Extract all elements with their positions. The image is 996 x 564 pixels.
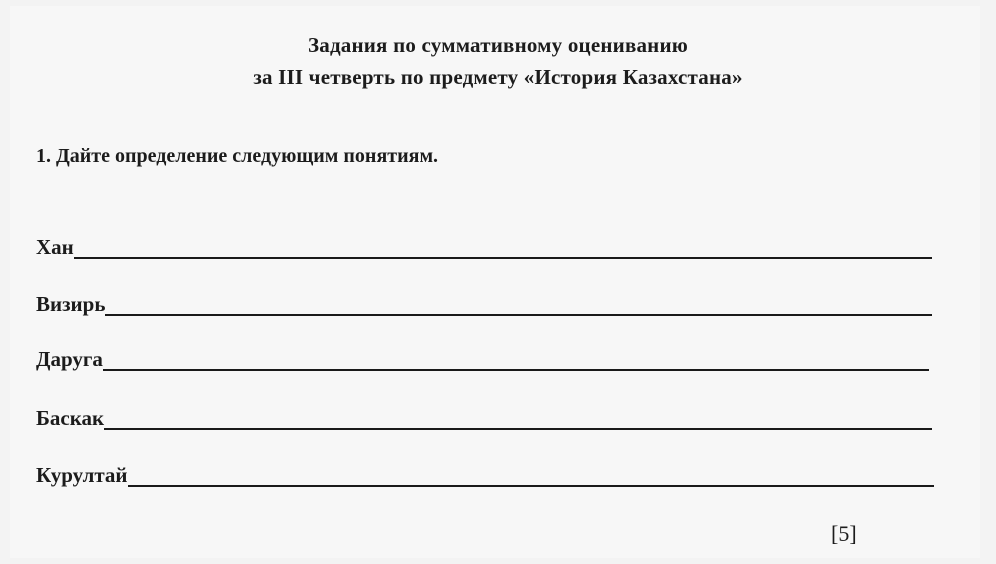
answer-line-vizir [105,314,932,316]
page-title-line-1: Задания по суммативному оцениванию [307,33,689,57]
score-marker: [5] [831,521,857,546]
term-label-baskak: Баскак [36,406,105,430]
term-row-vizir [36,287,932,317]
page-title-line-2: за III четверть по предмету «История Казахстана» [253,65,743,89]
answer-line-daruga [103,369,929,371]
answer-line-baskak [104,428,932,430]
term-label-khan: Хан [36,235,74,259]
term-label-daruga: Даруга [36,347,103,371]
task-question: 1. Дайте определение следующим понятиям. [36,145,439,167]
term-row-kurultai [36,458,934,488]
term-row-baskak [36,401,932,431]
term-label-vizir: Визирь [36,292,106,316]
term-row-khan [36,230,932,260]
term-row-daruga [36,342,929,372]
answer-line-kurultai [128,485,934,487]
answer-line-khan [74,257,932,259]
term-label-kurultai: Курултай [36,463,128,487]
